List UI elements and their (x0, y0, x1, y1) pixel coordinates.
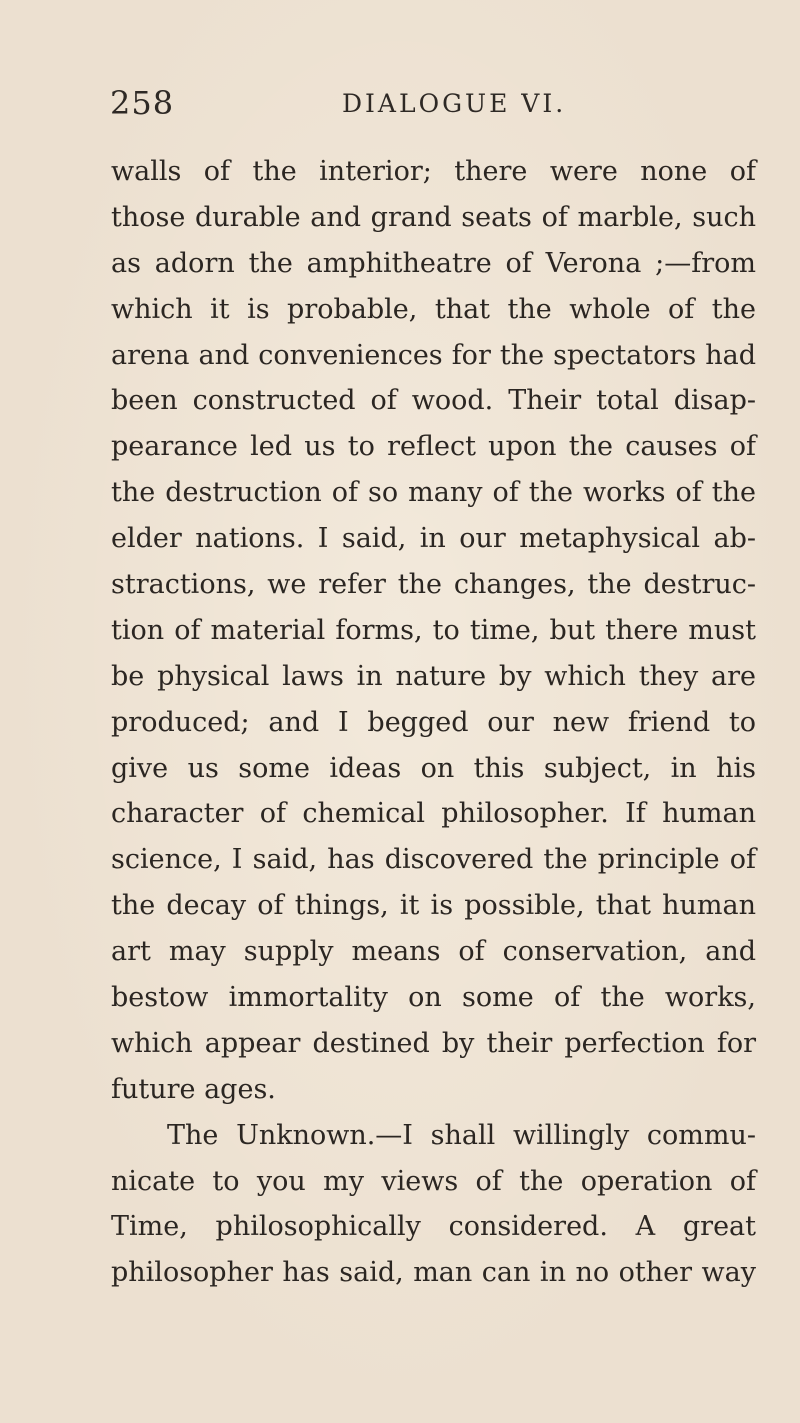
text-line: arena and conveniences for the spectators had (111, 339, 756, 371)
running-title: DIALOGUE VI. (342, 89, 567, 118)
text-line: character of chemical philosopher. If human (111, 798, 756, 830)
paragraph-end-line: future ages. (111, 1073, 276, 1105)
text-line: elder nations. I said, in our metaphysical ab- (111, 523, 756, 555)
text-line: those durable and grand seats of marble, such (111, 201, 756, 233)
page-number: 258 (110, 84, 175, 122)
text-line: Time, philosophically considered. A great (111, 1211, 756, 1243)
text-line: art may supply means of conservation, and (111, 936, 756, 968)
text-line: science, I said, has discovered the principle of (111, 844, 756, 876)
text-line: bestow immortality on some of the works, (111, 982, 756, 1014)
text-line: be physical laws in nature by which they are (111, 660, 756, 692)
text-line: as adorn the amphitheatre of Verona ;—from (111, 247, 756, 279)
text-line: pearance led us to reflect upon the causes of (111, 431, 756, 463)
text-line: which it is probable, that the whole of the (111, 293, 756, 325)
speaker-line: The Unknown.—I shall willingly commu- (167, 1119, 756, 1151)
text-line: stractions, we refer the changes, the destruc- (111, 569, 756, 601)
text-line: the destruction of so many of the works of the (111, 477, 756, 509)
text-line: philosopher has said, man can in no other way (111, 1257, 756, 1289)
text-line: the decay of things, it is possible, that human (111, 890, 756, 922)
text-line: tion of material forms, to time, but there must (111, 614, 756, 646)
text-line: been constructed of wood. Their total disap- (111, 385, 756, 417)
text-line: produced; and I begged our new friend to (111, 706, 756, 738)
text-line: which appear destined by their perfection for (111, 1027, 756, 1059)
text-line: walls of the interior; there were none of (111, 156, 756, 187)
body-text (111, 149, 756, 1296)
running-head (110, 84, 750, 124)
text-line: nicate to you my views of the operation of (111, 1165, 756, 1197)
text-line: give us some ideas on this subject, in his (111, 752, 756, 784)
